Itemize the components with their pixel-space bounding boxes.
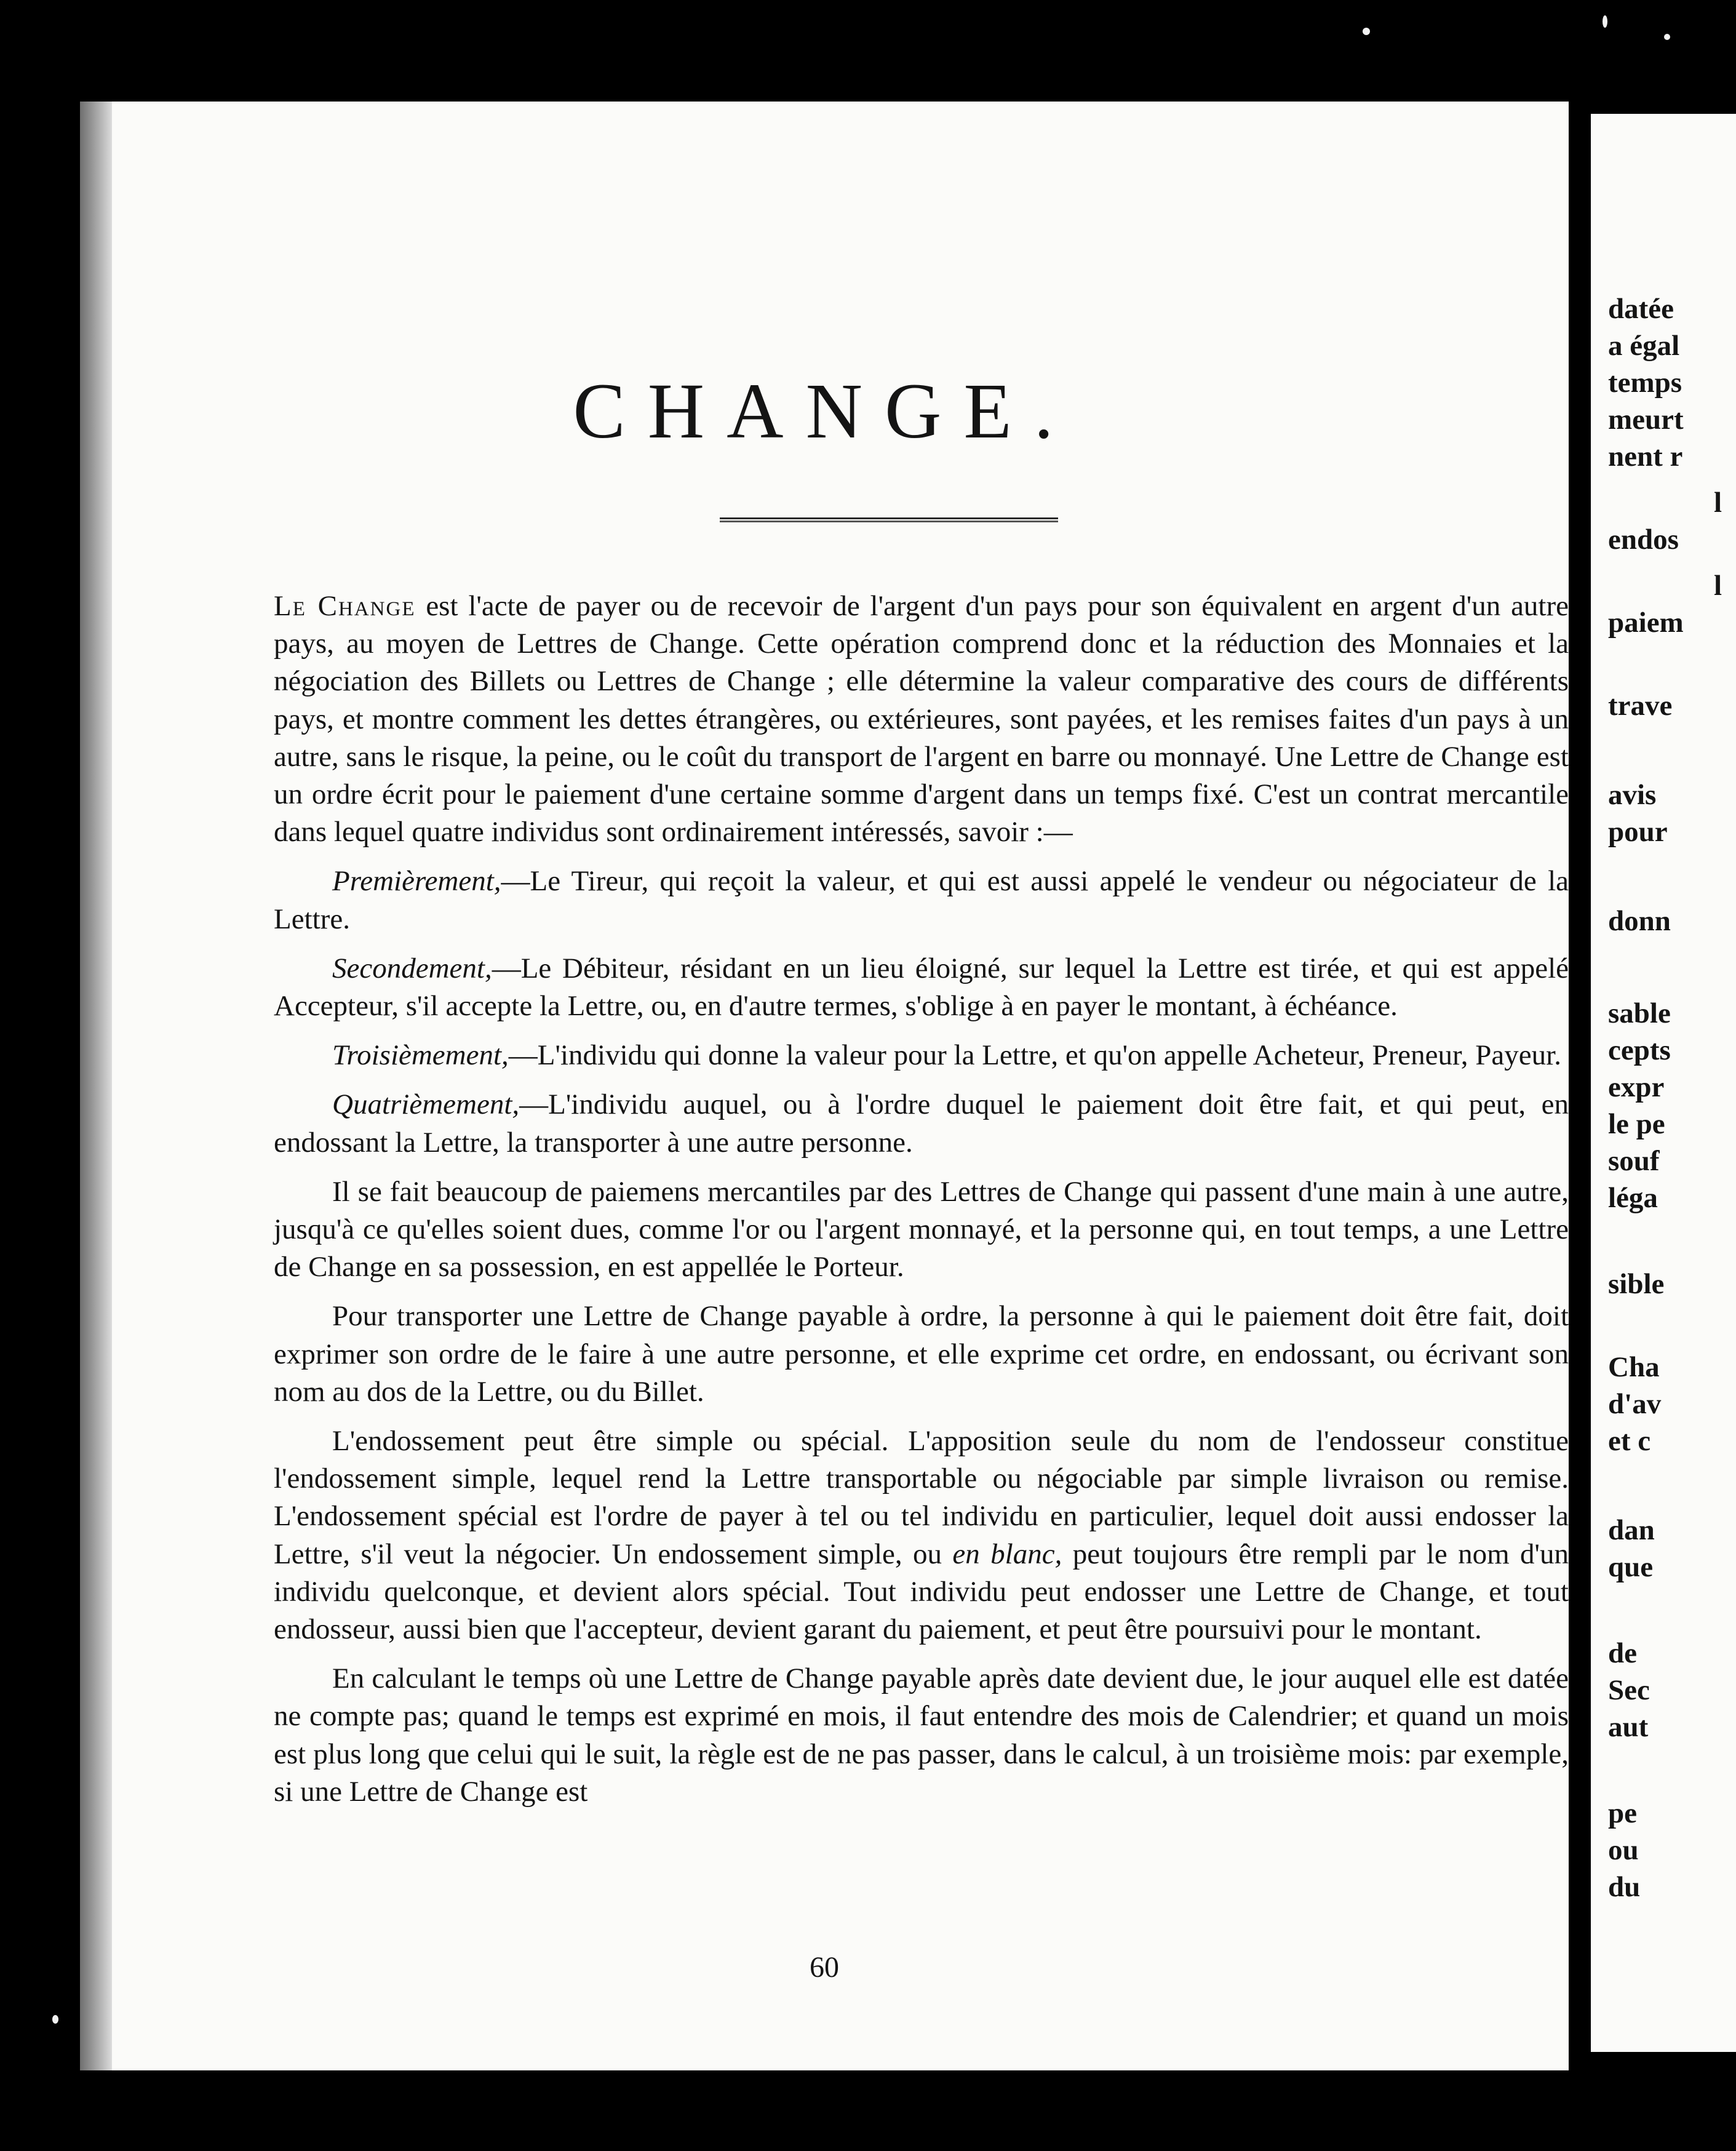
text-fragment: endos (1608, 524, 1679, 556)
text-fragment: paiem (1608, 607, 1684, 639)
lead-term: Troisièmement, (332, 1039, 509, 1072)
text-fragment: avis (1608, 779, 1657, 811)
text-fragment: a égal (1608, 330, 1680, 362)
scan-speck (1603, 15, 1607, 28)
scan-speck (52, 2015, 58, 2024)
text-fragment: et c (1608, 1425, 1651, 1457)
paragraph-fourth: Quatrièmement,—L'individu auquel, ou à l'ordre duquel le paiement doit être fait, et qui peut, en endossant la Lettre, la transporter à une autre personne. (274, 1088, 1569, 1159)
text-fragment: du (1608, 1871, 1641, 1903)
page-title: CHANGE. (573, 367, 1076, 455)
text-fragment: ou (1608, 1834, 1639, 1866)
text-fragment: datée (1608, 293, 1674, 325)
left-page (80, 102, 1569, 2070)
paragraph-intro: Le Change est l'acte de payer ou de recevoir de l'argent d'un pays pour son équivalent en argent d'un autre pays, au moyen de Lettres de Change. Cette opération comprend donc et la réduction des Monnaies et la négociation des Billets ou Lettres de Change ; elle détermine la valeur comparative des cours de différents pays, et montre comment les dettes étrangères, ou extérieures, sont payées, et les remises faites d'un pays à un autre, sans le risque, la peine, ou le coût du transport de l'argent en barre ou monnayé. Une Lettre de Change est un ordre écrit pour le paiement d'une certaine somme d'argent dans un temps fixé. C'est un contrat mercantile dans lequel quatre individus sont ordinairement intéressés, savoir :— (274, 590, 1569, 848)
text-fragment: l (1714, 570, 1722, 602)
body-text (274, 588, 1569, 1822)
paragraph-second: Secondement,—Le Débiteur, résidant en un lieu éloigné, sur lequel la Lettre est tirée, et qui est appelé Accepteur, s'il accepte la Lettre, ou, en d'autre termes, s'oblige à en payer le montant, à échéance. (274, 952, 1569, 1023)
text-fragment: dan (1608, 1514, 1655, 1546)
scan-speck (1664, 34, 1670, 40)
paragraph-endorsement: L'endossement peut être simple ou spécial. L'apposition seule du nom de l'endosseur constitue l'endossement simple, lequel rend la Lettre transportable ou négociable par simple livraison ou remise. L'endossement spécial est l'ordre de payer à tel ou tel individu en particulier, lequel doit aussi endosser la Lettre, s'il veut la négocier. Un endossement simple, ou en blanc, peut toujours être rempli par le nom d'un individu quelconque, et devient alors spécial. Tout individu peut endosser une Lettre de Change, et tout endosseur, aussi bien que l'accepteur, devient garant du paiement, et peut être poursuivi pour le montant. (274, 1425, 1569, 1646)
right-page-fragment (1591, 114, 1736, 2052)
title-rule (720, 517, 1058, 522)
text-fragment: souf (1608, 1145, 1660, 1177)
text-fragment: pe (1608, 1797, 1637, 1829)
text-fragment: de (1608, 1637, 1637, 1669)
text-fragment: l (1714, 487, 1722, 519)
text-fragment: sible (1608, 1268, 1665, 1300)
text-fragment: trave (1608, 690, 1673, 722)
text-fragment: cepts (1608, 1034, 1671, 1066)
text-fragment: Cha (1608, 1351, 1660, 1383)
paragraph-payments: Il se fait beaucoup de paiemens mercantiles par des Lettres de Change qui passent d'une main à une autre, jusqu'à ce qu'elles soient dues, comme l'or ou l'argent monnayé, et la personne qui, en tout temps, a une Lettre de Change en sa possession, en est appellée le Porteur. (274, 1175, 1569, 1283)
text-fragment: léga (1608, 1182, 1658, 1214)
lead-term: Le Change (274, 590, 416, 622)
text-fragment: expr (1608, 1071, 1665, 1103)
paragraph-calculation: En calculant le temps où une Lettre de Change payable après date devient due, le jour auquel elle est datée ne compte pas; quand le temps est exprimé en mois, il faut entendre des mois de Calendrier; et quand un mois est plus long que celui qui le suit, la règle est de ne pas passer, dans le calcul, à un troisième mois: par exemple, si une Lettre de Change est (274, 1662, 1569, 1808)
text-fragment: donn (1608, 905, 1671, 937)
text-fragment: aut (1608, 1711, 1649, 1743)
lead-term: Quatrièmement, (332, 1088, 520, 1121)
lead-term: Premièrement, (332, 865, 501, 898)
text-fragment: pour (1608, 816, 1668, 848)
text-fragment: le pe (1608, 1108, 1665, 1140)
text-fragment: temps (1608, 367, 1682, 399)
page-number: 60 (810, 1951, 839, 1984)
paragraph-transport: Pour transporter une Lettre de Change payable à ordre, la personne à qui le paiement doit être fait, doit exprimer son ordre de le faire à une autre personne, et elle exprime cet ordre, en endossant, ou écrivant son nom au dos de la Lettre, ou du Billet. (274, 1300, 1569, 1408)
text-fragment: Sec (1608, 1674, 1650, 1706)
text-fragment: sable (1608, 997, 1671, 1029)
lead-term: Secondement, (332, 952, 492, 984)
paragraph-third: Troisièmement,—L'individu qui donne la valeur pour la Lettre, et qu'on appelle Acheteur, Preneur, Payeur. (332, 1039, 1561, 1072)
paragraph-first: Premièrement,—Le Tireur, qui reçoit la valeur, et qui est aussi appelé le vendeur ou négociateur de la Lettre. (274, 865, 1569, 935)
text-fragment: meurt (1608, 404, 1684, 436)
text-fragment: que (1608, 1551, 1654, 1583)
text-fragment: nent r (1608, 441, 1683, 473)
text-fragment: d'av (1608, 1388, 1662, 1420)
scan-speck (1363, 28, 1370, 35)
